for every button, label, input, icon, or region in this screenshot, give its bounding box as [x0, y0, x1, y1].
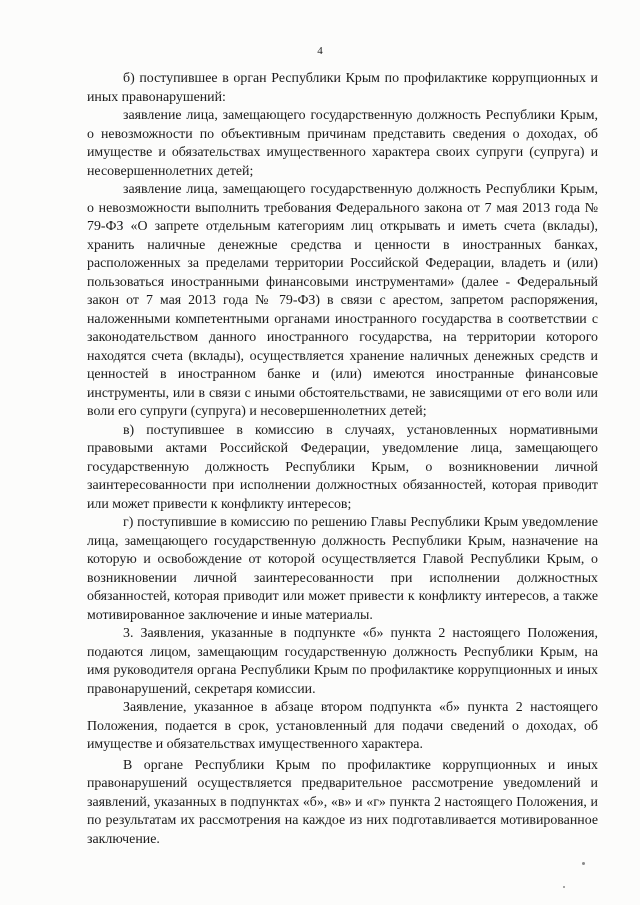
paragraph-statement-income: заявление лица, замещающего государственную должность Республики Крым, о невозможности по объективным причинам представить сведения о доходах, об имуществе и обязательствах имущественного характера своих супруги (супруга) и несовершеннолетних детей; — [87, 108, 598, 179]
paragraph-preliminary-review: В органе Республики Крым по профилактике коррупционных и иных правонарушений осуществляется предварительное рассмотрение уведомлений и заявлений, указанных в подпунктах «б», «в» и «г» пункта 2 настоящего Положения, и по результатам их рассмотрения на каждое из них подготавливается мотивированное заключение. — [87, 757, 598, 847]
paragraph-subitem-v: в) поступившее в комиссию в случаях, установленных нормативными правовыми актами Российской Федерации, уведомление лица, замещающего государственную должность Республики Крым, о возникновении личной заинтересованности при исполнении должностных обязанностей, которая приводит или может привести к конфликту интересов; — [87, 422, 598, 512]
paragraph-deadline: Заявление, указанное в абзаце втором подпункта «б» пункта 2 настоящего Положения, подается в срок, установленный для подачи сведений о доходах, об имуществе и обязательствах имущественного характера. — [87, 700, 598, 752]
paragraph-item-3: 3. Заявления, указанные в подпункте «б» пункта 2 настоящего Положения, подаются лицом, замещающим государственную должность Республики Крым, на имя руководителя органа Республики Крым по профилактике коррупционных и иных правонарушений, секретаря комиссии. — [87, 626, 598, 697]
scan-speck — [563, 886, 565, 888]
paragraph-subitem-b: б) поступившее в орган Республики Крым по профилактике коррупционных и иных правонарушений: — [87, 71, 598, 105]
page-number: 4 — [317, 45, 323, 57]
scan-speck — [582, 862, 585, 865]
document-body — [87, 70, 598, 849]
paragraph-statement-foreign-accounts: заявление лица, замещающего государственную должность Республики Крым, о невозможности выполнить требования Федерального закона от 7 мая 2013 года № 79-ФЗ «О запрете отдельным категориям лиц открывать и иметь счета (вклады), хранить наличные денежные средства и ценности в иностранных банках, расположенных за пределами территории Российской Федерации, владеть и (или) пользоваться иностранными финансовыми инструментами» (далее - Федеральный закон от 7 мая 2013 года № 79-ФЗ) в связи с арестом, запретом распоряжения, наложенными компетентными органами иностранного государства в соответствии с законодательством данного иностранного государства, на территории которого находятся счета (вклады), осуществляется хранение наличных денежных средств и ценностей в иностранном банке и (или) имеются иностранные финансовые инструменты, или в связи с иными обстоятельствами, не зависящими от его воли или воли его супруги (супруга) и несовершеннолетних детей; — [87, 182, 598, 419]
paragraph-subitem-g: г) поступившие в комиссию по решению Главы Республики Крым уведомление лица, замещающего государственную должность Республики Крым, назначение на которую и освобождение от которой осуществляется Главой Республики Крым, о возникновении личной заинтересованности при исполнении должностных обязанностей, которая приводит или может привести к конфликту интересов, а также мотивированное заключение и иные материалы. — [87, 515, 598, 623]
